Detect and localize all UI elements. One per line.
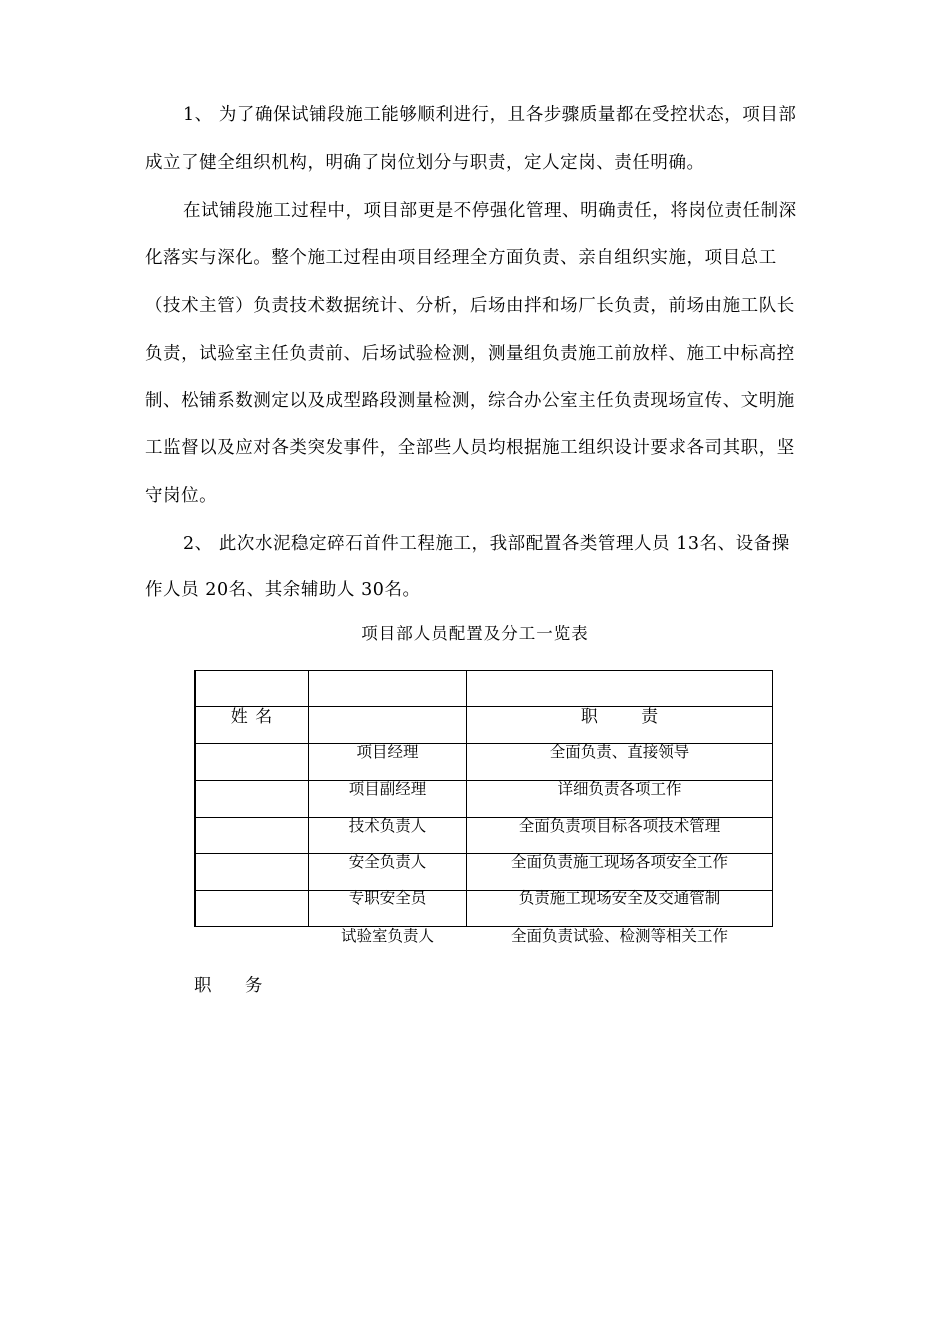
paragraph-2-line-6: 工监督以及应对各类突发事件，全部些人员均根据施工组织设计要求各司其职，坚 <box>145 438 795 458</box>
table-cell-duty: 全面负责、直接领导 <box>549 743 690 761</box>
table-border-top <box>194 670 773 671</box>
paragraph-2-line-2: 化落实与深化。整个施工过程由项目经理全方面负责、亲自组织实施，项目总工 <box>145 248 777 268</box>
table-cell-duty: 负责施工现场安全及交通管制 <box>518 889 721 907</box>
table-cell-duty: 详细负责各项工作 <box>557 780 682 798</box>
paragraph-1-line-2: 成立了健全组织机构，明确了岗位划分与职责，定人定岗、责任明确。 <box>145 153 705 173</box>
table-cell-position: 安全负责人 <box>348 853 427 871</box>
footer-label: 职 务 <box>194 976 263 996</box>
paragraph-3-line-2: 作人员 20名、其余辅助人 30名。 <box>145 580 421 600</box>
paragraph-2-line-1: 在试铺段施工过程中，项目部更是不停强化管理、明确责任，将岗位责任制深 <box>183 201 797 221</box>
table-border-right <box>772 670 773 927</box>
table-header-duty: 职 责 <box>580 707 659 727</box>
paragraph-2-line-7: 守岗位。 <box>145 486 218 506</box>
paragraph-2-line-5: 制、松铺系数测定以及成型路段测量检测，综合办公室主任负责现场宣传、文明施 <box>145 391 795 411</box>
paragraph-2-line-3: （技术主管）负责技术数据统计、分析，后场由拌和场厂长负责，前场由施工队长 <box>145 296 795 316</box>
paragraph-3-line-1: 2、 此次水泥稳定碎石首件工程施工，我部配置各类管理人员 13名、设备操 <box>183 534 790 554</box>
table-cell-duty: 全面负责施工现场各项安全工作 <box>510 853 728 871</box>
table-cell-position: 项目经理 <box>356 743 419 761</box>
table-cell-position: 专职安全员 <box>348 889 427 907</box>
table-cell-position: 技术负责人 <box>348 817 427 835</box>
table-cell-duty: 全面负责项目标各项技术管理 <box>518 817 721 835</box>
table-caption: 项目部人员配置及分工一览表 <box>361 624 589 643</box>
table-cell-duty: 全面负责试验、检测等相关工作 <box>510 927 728 945</box>
table-cell-position: 项目副经理 <box>348 780 427 798</box>
paragraph-2-line-4: 负责，试验室主任负责前、后场试验检测，测量组负责施工前放样、施工中标高控 <box>145 344 795 364</box>
table-header-name: 姓 名 <box>230 707 274 727</box>
table-cell-position: 试验室负责人 <box>340 927 434 945</box>
paragraph-1-line-1: 1、 为了确保试铺段施工能够顺利进行，且各步骤质量都在受控状态，项目部 <box>183 105 797 125</box>
